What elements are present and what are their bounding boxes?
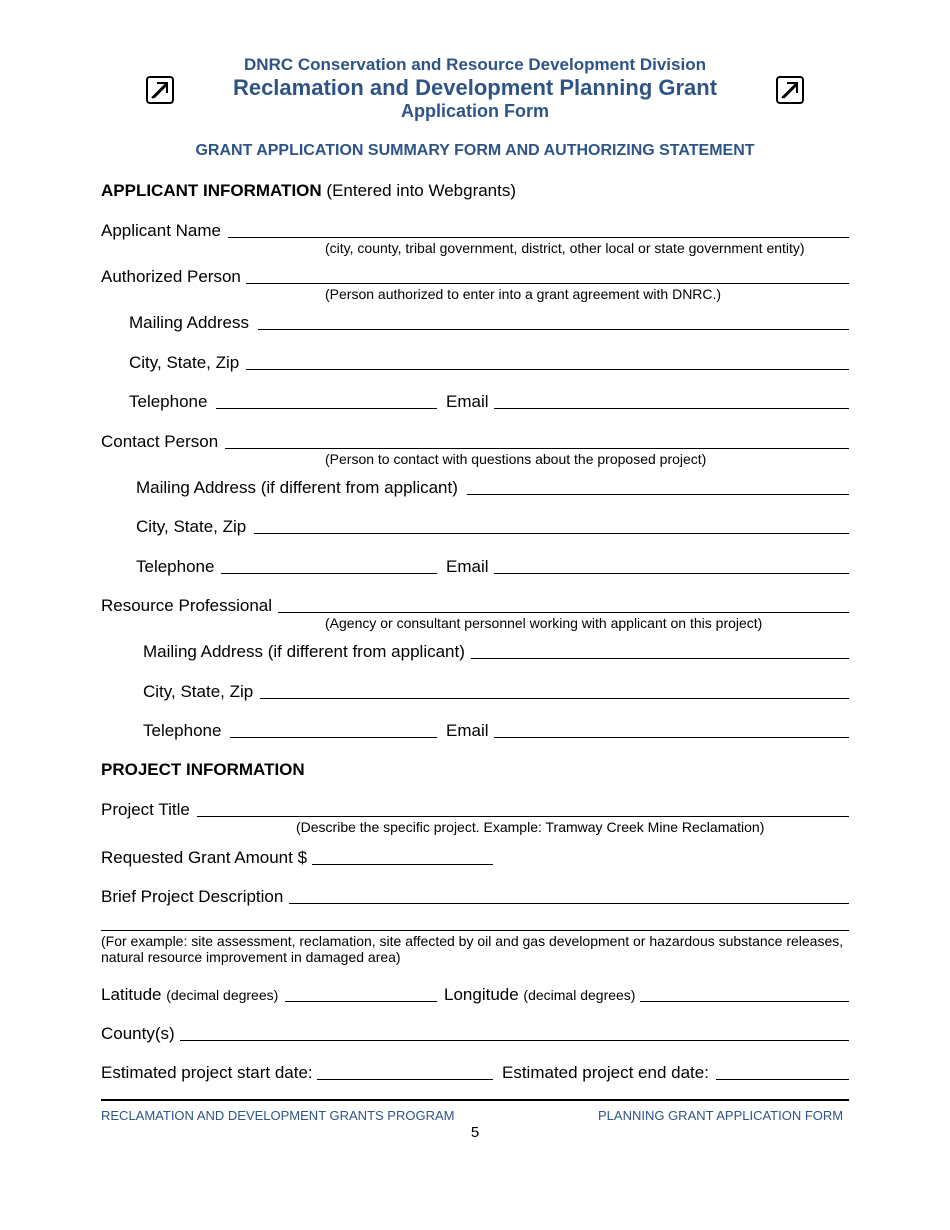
latitude-field[interactable] — [285, 1001, 437, 1002]
page-subtitle: Application Form — [401, 101, 549, 121]
applicant-name-label: Applicant Name — [101, 221, 222, 240]
grant-amount-field[interactable] — [312, 864, 493, 865]
applicant-email-field[interactable] — [494, 408, 849, 409]
form-title: GRANT APPLICATION SUMMARY FORM AND AUTHORIZING STATEMENT — [195, 142, 755, 159]
authorized-person-hint: (Person authorized to enter into a grant agreement with DNRC.) — [325, 286, 722, 302]
county-field[interactable] — [180, 1040, 849, 1041]
resource-mailing-field[interactable] — [471, 658, 849, 659]
resource-email-field[interactable] — [494, 737, 849, 738]
end-date-field[interactable] — [716, 1079, 849, 1080]
project-title-field[interactable] — [197, 816, 849, 817]
resource-mailing-label: Mailing Address (if different from applicant) — [143, 642, 465, 661]
applicant-name-field[interactable] — [228, 237, 849, 238]
contact-email-field[interactable] — [494, 573, 849, 574]
resource-city-field[interactable] — [260, 698, 849, 699]
longitude-unit: (decimal degrees) — [523, 987, 636, 1003]
applicant-mailing-field[interactable] — [258, 329, 849, 330]
footer-divider — [101, 1099, 849, 1101]
project-description-field[interactable] — [289, 903, 849, 904]
county-label: County(s) — [101, 1024, 175, 1043]
resource-professional-field[interactable] — [278, 612, 849, 613]
contact-telephone-label: Telephone — [136, 557, 215, 576]
start-date-label: Estimated project start date: — [101, 1063, 313, 1082]
contact-email-label: Email — [446, 557, 489, 576]
contact-city-field[interactable] — [254, 533, 849, 534]
project-title-hint: (Describe the specific project. Example: Tramway Creek Mine Reclamation) — [296, 819, 765, 835]
contact-person-hint: (Person to contact with questions about the proposed project) — [325, 451, 707, 467]
applicant-mailing-label: Mailing Address — [129, 313, 250, 332]
longitude-field[interactable] — [640, 1001, 849, 1002]
applicant-city-field[interactable] — [246, 369, 849, 370]
resource-city-label: City, State, Zip — [143, 682, 254, 701]
applicant-heading: APPLICANT INFORMATION — [101, 181, 322, 200]
footer-right: PLANNING GRANT APPLICATION FORM — [598, 1108, 844, 1123]
division-heading: DNRC Conservation and Resource Development Division — [244, 55, 706, 74]
applicant-telephone-field[interactable] — [216, 408, 437, 409]
start-date-field[interactable] — [317, 1079, 493, 1080]
applicant-email-label: Email — [446, 392, 489, 411]
applicant-city-label: City, State, Zip — [129, 353, 240, 372]
contact-person-label: Contact Person — [101, 432, 219, 451]
longitude-label: Longitude — [444, 985, 519, 1004]
project-description-field-line2[interactable] — [101, 930, 849, 931]
resource-email-label: Email — [446, 721, 489, 740]
latitude-label: Latitude — [101, 985, 162, 1004]
latitude-label-group — [101, 985, 278, 1005]
contact-telephone-field[interactable] — [221, 573, 437, 574]
resource-professional-label: Resource Professional — [101, 596, 273, 615]
authorized-person-label: Authorized Person — [101, 267, 241, 286]
applicant-name-hint: (city, county, tribal government, district, other local or state government entity) — [325, 240, 805, 256]
page-number: 5 — [470, 1124, 480, 1141]
project-description-label: Brief Project Description — [101, 887, 284, 906]
applicant-note: (Entered into Webgrants) — [326, 181, 517, 200]
contact-person-field[interactable] — [225, 448, 849, 449]
project-heading: PROJECT INFORMATION — [101, 760, 305, 779]
end-date-label: Estimated project end date: — [502, 1063, 709, 1082]
contact-city-label: City, State, Zip — [136, 517, 247, 536]
contact-mailing-label: Mailing Address (if different from applicant) — [136, 478, 458, 497]
longitude-label-group — [444, 985, 635, 1005]
contact-mailing-field[interactable] — [467, 494, 849, 495]
applicant-telephone-label: Telephone — [129, 392, 208, 411]
grant-amount-label: Requested Grant Amount $ — [101, 848, 308, 867]
resource-telephone-label: Telephone — [143, 721, 222, 740]
project-description-hint: (For example: site assessment, reclamation, site affected by oil and gas development or hazardous substance releases, natural resource improvement in damaged area) — [101, 933, 844, 965]
project-title-label: Project Title — [101, 800, 190, 819]
resource-professional-hint: (Agency or consultant personnel working with applicant on this project) — [325, 615, 763, 631]
project-section-heading — [101, 760, 305, 780]
resource-telephone-field[interactable] — [230, 737, 437, 738]
footer-left: RECLAMATION AND DEVELOPMENT GRANTS PROGRAM — [101, 1108, 455, 1123]
applicant-section-heading — [101, 181, 516, 201]
page-title: Reclamation and Development Planning Grant — [232, 75, 718, 100]
authorized-person-field[interactable] — [246, 283, 849, 284]
latitude-unit: (decimal degrees) — [166, 987, 279, 1003]
